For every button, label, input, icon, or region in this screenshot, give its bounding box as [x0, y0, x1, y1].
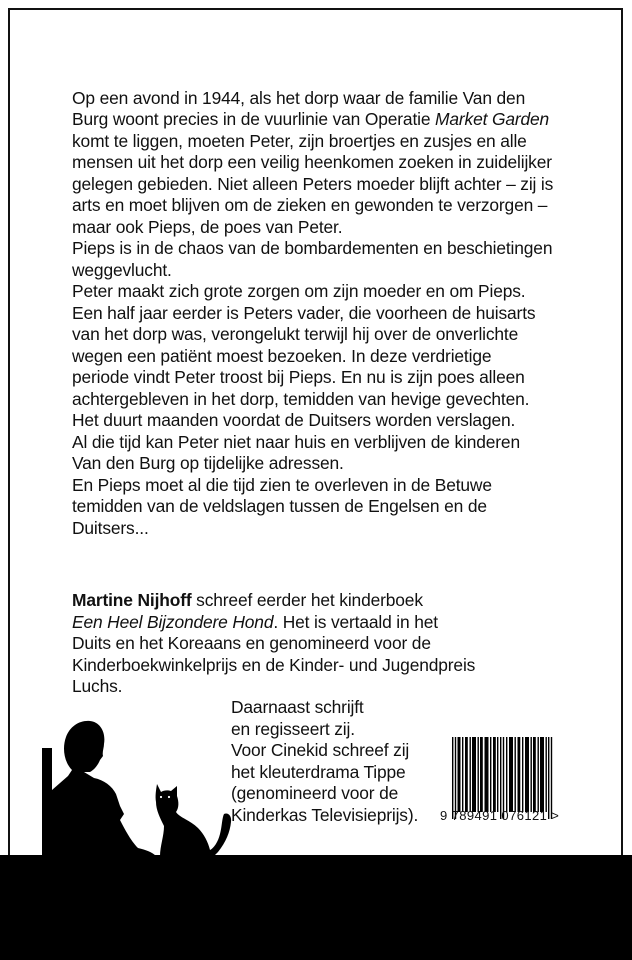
blurb-line: Duitsers...: [72, 517, 149, 538]
author-name: Martine Nijhoff: [72, 590, 192, 610]
blurb-line: Pieps is in de chaos van de bombardementen en beschietingen: [72, 238, 553, 258]
bio-line: Daarnaast schrijft: [231, 697, 364, 717]
bio-line: en regisseert zij.: [231, 718, 355, 739]
blurb-line: temidden van de veldslagen tussen de Engelsen en de: [72, 496, 487, 516]
blurb-line: maar ook Pieps, de poes van Peter.: [72, 216, 343, 237]
blurb-line: Al die tijd kan Peter niet naar huis en verblijven de kinderen: [72, 431, 520, 452]
author-bio: [72, 590, 572, 698]
bio-line: Voor Cinekid schreef zij: [231, 740, 410, 760]
back-cover-blurb: [72, 66, 592, 539]
bio-line: Duits en het Koreaans en genomineerd voor de: [72, 633, 431, 653]
blurb-line: van het dorp was, verongelukt terwijl hij over de onverlichte: [72, 324, 519, 344]
blurb-line: Een half jaar eerder is Peters vader, die voorheen de huisarts: [72, 302, 536, 323]
bio-line: Een Heel Bijzondere Hond. Het is vertaald in het: [72, 611, 438, 632]
boy-silhouette: [52, 721, 156, 856]
bio-line: Kinderkas Televisieprijs).: [231, 804, 419, 825]
bio-line: het kleuterdrama Tippe: [231, 761, 406, 782]
chair-silhouette: [42, 748, 52, 856]
blurb-line: Van den Burg op tijdelijke adressen.: [72, 453, 344, 473]
ground-black-band: [0, 855, 632, 960]
bio-line: Martine Nijhoff schreef eerder het kinderboek: [72, 590, 423, 610]
blurb-line: komt te liggen, moeten Peter, zijn broertjes en zusjes en alle: [72, 130, 527, 151]
blurb-line: mensen uit het dorp een veilig heenkomen zoeken in zuidelijker: [72, 152, 552, 172]
blurb-line: En Pieps moet al die tijd zien te overleven in de Betuwe: [72, 474, 492, 495]
blurb-line: Op een avond in 1944, als het dorp waar de familie Van den: [72, 87, 526, 108]
boy-and-cat-silhouette: [0, 700, 632, 860]
bio-line: Luchs.: [72, 676, 123, 696]
cat-silhouette: [156, 784, 232, 856]
blurb-line: gelegen gebieden. Niet alleen Peters moeder blijft achter – zij is: [72, 173, 554, 194]
blurb-line: wegen een patiënt moest bezoeken. In deze verdrietige: [72, 345, 492, 366]
blurb-line: Het duurt maanden voordat de Duitsers worden verslagen.: [72, 410, 516, 430]
blurb-line: arts en moet blijven om de zieken en gewonden te verzorgen –: [72, 195, 548, 215]
bio-line: (genomineerd voor de: [231, 783, 399, 803]
previous-book-title: Een Heel Bijzondere Hond: [72, 611, 274, 632]
operation-name: Market Garden: [435, 109, 550, 129]
blurb-line: Burg woont precies in de vuurlinie van Operatie Market Garden: [72, 109, 550, 129]
blurb-line: Peter maakt zich grote zorgen om zijn moeder en om Pieps.: [72, 281, 526, 301]
bio-line: Kinderboekwinkelprijs en de Kinder- und Jugendpreis: [72, 654, 476, 675]
isbn-digits: 9 789491 076121 >: [440, 808, 560, 823]
blurb-line: periode vindt Peter troost bij Pieps. En nu is zijn poes alleen: [72, 367, 525, 387]
blurb-line: weggevlucht.: [72, 259, 172, 280]
blurb-line: achtergebleven in het dorp, temidden van hevige gevechten.: [72, 388, 530, 409]
